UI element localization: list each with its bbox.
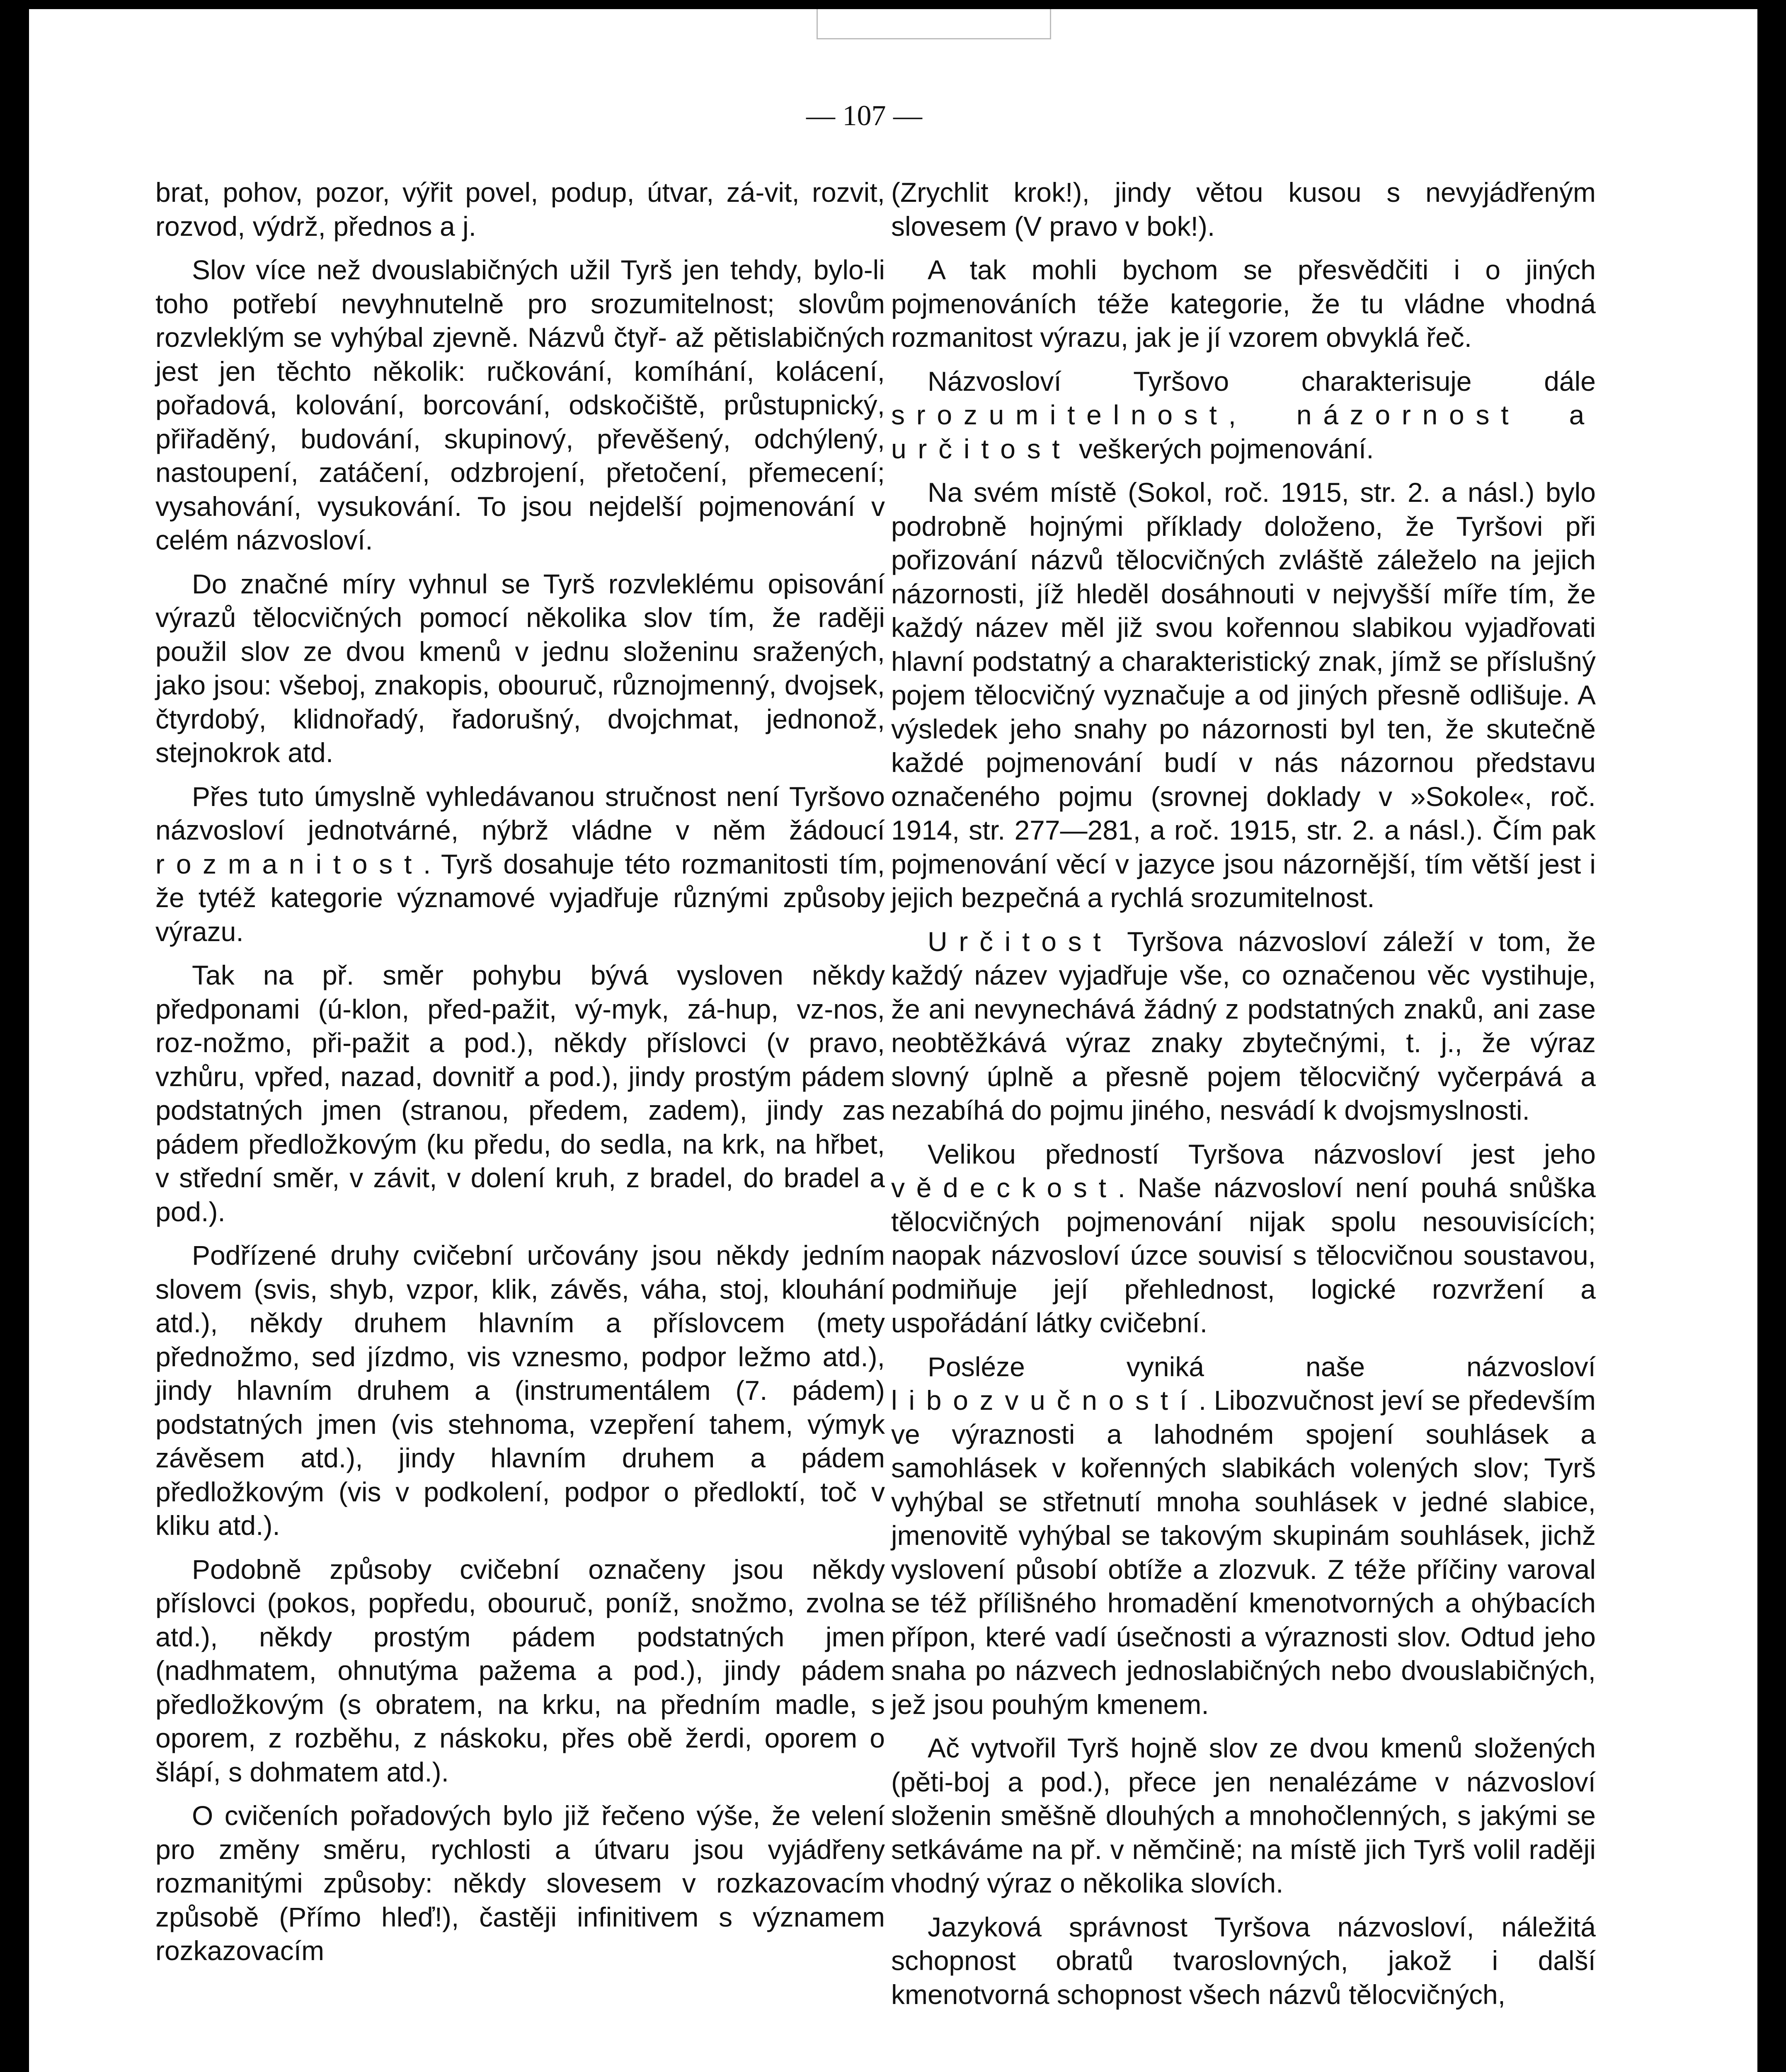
spaced-emphasis: Určitost: [928, 926, 1112, 957]
paragraph: A tak mohli bychom se přesvědčiti i o jiných pojmenováních téže kategorie, že tu vládne vhodná rozmanitost výrazu, jak je jí vzorem obvyklá řeč.: [891, 254, 1596, 353]
right-column: [891, 176, 1596, 2021]
paragraph-text: Přes tuto úmyslně vyhledávanou stručnost není Tyršovo názvosloví jednotvárné, nýbrž vládne v něm žádoucí: [155, 781, 885, 845]
paragraph: (Zrychlit krok!), jindy větou kusou s nevyjádřeným slovesem (V pravo v bok!).: [891, 177, 1596, 242]
paragraph: [891, 925, 1596, 1128]
paragraph: Podobně způsoby cvičební označeny jsou někdy příslovci (pokos, popředu, obouruč, poníž, snožmo, zvolna atd.), někdy prostým pádem podstatných jmen (nadhmatem, ohnutýma pažema a pod.), jindy pádem předložkovým (s obratem, na krku, na předním madle, s oporem, z rozběhu, z náskoku, přes obě žerdi, oporem o šlápí, s dohmatem atd.).: [155, 1554, 885, 1787]
paragraph: Podřízené druhy cvičební určovány jsou někdy jedním slovem (svis, shyb, vzpor, klik, závěs, váha, stoj, klouhání atd.), někdy druhem hlavním a příslovcem (mety přednožmo, sed jízdmo, vis vznesmo, podpor ležmo atd.), jindy hlavním druhem a (instrumentálem (7. pádem) podstatných jmen (vis stehnoma, vzepření tahem, výmyk závěsem atd.), jindy hlavním druhem a pádem předložkovým (vis v podkolení, podpor o předloktí, toč v kliku atd.).: [155, 1240, 885, 1541]
paragraph-text: Tyršova názvosloví záleží v tom, že každý název vyjadřuje vše, co označenou věc vystihuje, že ani nevynechává žádný z podstatných znaků, ani zase neobtěžkává výraz znaky zbytečnými, t. j., že výraz slovný úplně a přesně pojem tělocvičný vyčerpává a nezabíhá do pojmu jiného, nesvádí k dvojsmyslnosti.: [891, 926, 1596, 1126]
page-number: — 107 —: [806, 100, 922, 132]
crop-mark: [817, 9, 1051, 39]
paragraph-text: Názvosloví Tyršovo charakterisuje dále: [928, 366, 1596, 397]
paragraph: [891, 1138, 1596, 1340]
paragraph-text: veškerých pojmenování.: [1071, 433, 1374, 464]
paragraph: Slov více než dvouslabičných užil Tyrš jen tehdy, bylo-li toho potřebí nevyhnutelně pro srozumitelnost; slovům rozvleklým se vyhýbal zjevně. Názvů čtyř- až pětislabičných jest jen těchto několik: ručkování, komíhání, kolácení, pořadová, kolování, borcování, odskočiště, průstupnický, přiřaděný, budování, skupinový, převěšený, odchýlený, nastoupení, zatáčení, odzbrojení, přetočení, přemecení; vysahování, vysukování. To jsou nejdelší pojmenování v celém názvosloví.: [155, 254, 885, 555]
spaced-emphasis: vědeckost: [891, 1172, 1118, 1203]
paragraph: Jazyková správnost Tyršova názvosloví, náležitá schopnost obratů tvaroslovných, jakož i další kmenotvorná schopnost všech názvů tělocvičných,: [891, 1911, 1596, 2010]
spaced-emphasis: rozmanitost: [155, 848, 424, 879]
paragraph: brat, pohov, pozor, výřit povel, podup, útvar, zá-vit, rozvit, rozvod, výdrž, přednos a j.: [155, 177, 885, 242]
paragraph-text: . Tyrš dosahuje této rozmanitosti tím, že tytéž kategorie významové vyjadřuje různými způsoby výrazu.: [155, 848, 885, 947]
paragraph: Do značné míry vyhnul se Tyrš rozvleklému opisování výrazů tělocvičných pomocí několika slov tím, že raději použil slov ze dvou kmenů v jednu složeninu sražených, jako jsou: všeboj, znakopis, obouruč, různojmenný, dvojsek, čtyrdobý, klidnořadý, řadorušný, dvojchmat, jednonož, stejnokrok atd.: [155, 568, 885, 768]
paragraph: [155, 780, 885, 949]
paragraph: Tak na př. směr pohybu bývá vysloven někdy předponami (ú-klon, před-pažit, vý-myk, zá-hup, vz-nos, roz-nožmo, při-pažit a pod.), někdy příslovci (v pravo, vzhůru, vpřed, nazad, dovnitř a pod.), jindy prostým pádem podstatných jmen (stranou, předem, zadem), jindy zas pádem předložkovým (ku předu, do sedla, na krk, na hřbet, v střední směr, v závit, v dolení kruh, z bradel, do bradel a pod.).: [155, 960, 885, 1227]
paragraph-text: . Libozvučnost jeví se především ve výraznosti a lahodném spojení souhlásek a samohlásek v kořenných slabikách volených slov; Tyrš vyhýbal se střetnutí mnoha souhlásek v jedné slabice, jmenovitě vyhýbal se takovým skupinám souhlásek, jichž vyslovení působí obtíže a zlozvuk. Z téže příčiny varoval se též přílišného hromadění kmenotvorných a ohýbacích přípon, které vadí úsečnosti a výraznosti slov. Odtud jeho snaha po názvech jednoslabičných nebo dvouslabičných, jež jsou pouhým kmenem.: [891, 1385, 1596, 1720]
paragraph: [891, 1350, 1596, 1722]
paragraph-text: Posléze vyniká naše názvosloví: [928, 1351, 1596, 1382]
paragraph: Ač vytvořil Tyrš hojně slov ze dvou kmenů složených (pěti-boj a pod.), přece jen nenalézáme v názvosloví složenin směšně dlouhých a mnohočlenných, s jakými se setkáváme na př. v němčině; na místě jich Tyrš volil raději vhodný výraz o několika slovích.: [891, 1733, 1596, 1898]
paragraph-text: . Naše názvosloví není pouhá snůška tělocvičných pojmenování nijak spolu nesouvisících; naopak názvosloví úzce souvisí s tělocvičnou soustavou, podmiňuje její přehlednost, logické rozvržení a uspořádání látky cvičební.: [891, 1172, 1596, 1338]
paragraph: O cvičeních pořadových bylo již řečeno výše, že velení pro změny směru, rychlosti a útvaru jsou vyjádřeny rozmanitými způsoby: někdy slovesem v rozkazovacím způsobě (Přímo hleď!), častěji infinitivem s významem rozkazovacím: [155, 1800, 885, 1966]
spaced-emphasis: srozumitelnost, názornost a určitost: [891, 399, 1596, 464]
paragraph: Na svém místě (Sokol, roč. 1915, str. 2. a násl.) bylo podrobně hojnými příklady doloženo, že Tyršovi při pořizování názvů tělocvičných zvláště záleželo na jejich názornosti, jíž hleděl dosáhnouti v nejvyšší míře tím, že každý název měl již svou kořennou slabikou vyjadřovati hlavní podstatný a charakteristický znak, jímž se příslušný pojem tělocvičný vyznačuje a od jiných přesně odlišuje. A výsledek jeho snahy po názornosti byl ten, že skutečně každé pojmenování budí v nás názornou představu označeného pojmu (srovnej doklady v »Sokole«, roč. 1914, str. 277—281, a roč. 1915, str. 2. a násl.). Čím pak pojmenování věcí v jazyce jsou názornější, tím větší jest i jejich bezpečná a rychlá srozumitelnost.: [891, 477, 1596, 913]
scanned-page: [29, 9, 1757, 2072]
spaced-emphasis: libozvučností: [891, 1385, 1199, 1416]
paragraph: [891, 365, 1596, 466]
paragraph-text: Velikou předností Tyršova názvosloví jest jeho: [928, 1138, 1596, 1169]
left-column: [155, 176, 885, 1978]
